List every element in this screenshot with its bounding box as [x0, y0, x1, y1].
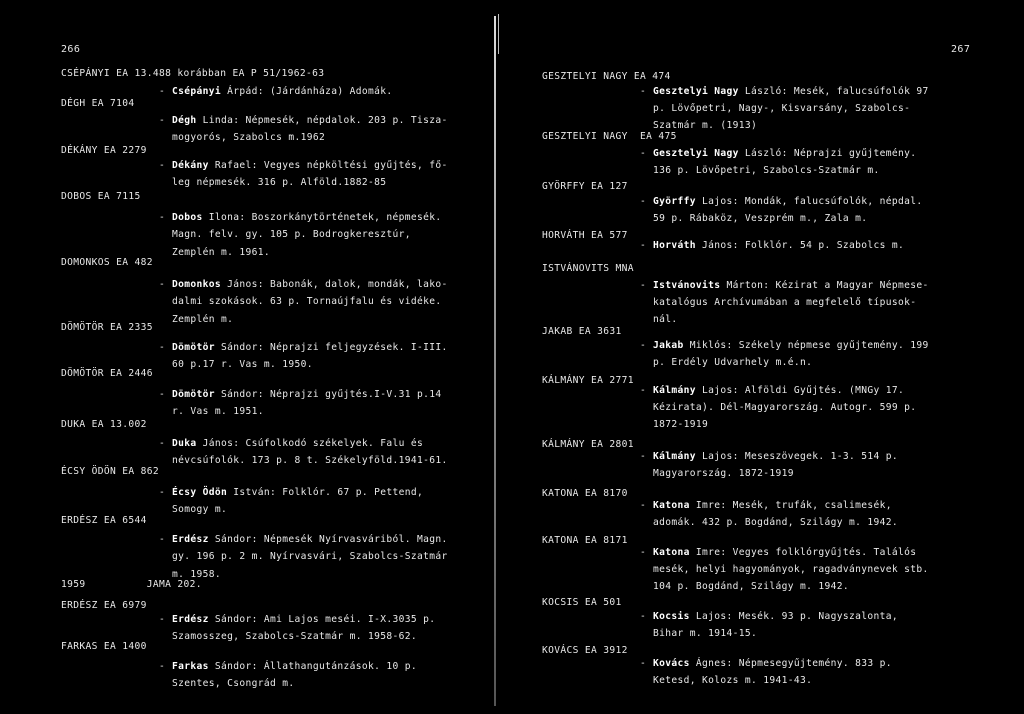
entry-author: Dömötör [172, 389, 215, 400]
entry-description-text: János: Csúfolkodó székelyek. Falu és [196, 438, 424, 449]
page-number-right: 267 [951, 44, 971, 55]
entry-dash: - [640, 280, 647, 291]
entry-author: Katona [653, 547, 690, 558]
entry-author: Kálmány [653, 451, 696, 462]
entry-description [172, 614, 435, 626]
book-gutter-edge [498, 14, 499, 54]
entry-description [653, 340, 929, 352]
entry-dash: - [640, 86, 647, 97]
entry-author: Gesztelyi Nagy [653, 148, 739, 159]
entry-author: Istvánovits [653, 280, 721, 291]
entry-heading: GESZTELYI NAGY EA 474 [542, 71, 671, 82]
entry-dash: - [640, 385, 647, 396]
entry-description-continued: nál. [653, 314, 678, 325]
entry-description-text: Lajos: Mondák, falucsúfolók, népdal. [695, 196, 923, 207]
entry-author: Gesztelyi Nagy [653, 86, 739, 97]
entry-description [172, 438, 423, 450]
entry-dash: - [640, 611, 647, 622]
entry-author: Kovács [653, 658, 690, 669]
entry-author: Dékány [172, 160, 209, 171]
entry-dash: - [159, 86, 166, 97]
entry-description-continued: Bihar m. 1914-15. [653, 628, 758, 639]
entry-description-text: Lajos: Meseszövegek. 1-3. 514 p. [695, 451, 899, 462]
entry-description-continued: mogyorós, Szabolcs m.1962 [172, 132, 326, 143]
entry-description-continued: gy. 196 p. 2 m. Nyírvasvári, Szabolcs-Szatmár [172, 551, 448, 562]
entry-description-continued: Szamosszeg, Szabolcs-Szatmár m. 1958-62. [172, 631, 418, 642]
entry-description-text: Sándor: Néprajzi feljegyzések. I-III. [214, 342, 448, 353]
entry-heading: DÉGH EA 7104 [61, 98, 135, 109]
entry-description [653, 611, 898, 623]
entry-dash: - [159, 661, 166, 672]
entry-description [653, 196, 923, 208]
entry-description-continued: Magn. felv. gy. 105 p. Bodrogkeresztúr, [172, 229, 411, 240]
entry-description-continued: Szentes, Csongrád m. [172, 678, 295, 689]
entry-dash: - [640, 148, 647, 159]
entry-description-text: Ilona: Boszorkánytörténetek, népmesék. [202, 212, 442, 223]
entry-heading: ERDÉSZ EA 6544 [61, 515, 147, 526]
entry-author: Erdész [172, 614, 209, 625]
entry-description-continued: Somogy m. [172, 504, 228, 515]
entry-description-text: Ágnes: Népmesegyűjtemény. 833 p. [689, 658, 892, 669]
entry-description-continued: p. Erdély Udvarhely m.é.n. [653, 357, 813, 368]
entry-description-continued: 136 p. Lövőpetri, Szabolcs-Szatmár m. [653, 165, 880, 176]
entry-heading: KÁLMÁNY EA 2771 [542, 375, 634, 386]
entry-description-continued: Kézirata). Dél-Magyarország. Autogr. 599 p. [653, 402, 917, 413]
entry-description-continued: 59 p. Rábaköz, Veszprém m., Zala m. [653, 213, 868, 224]
entry-description-text: Imre: Mesék, trufák, csalimesék, [689, 500, 892, 511]
entry-heading: DOMONKOS EA 482 [61, 257, 153, 268]
entry-author: Horváth [653, 240, 696, 251]
entry-author: Jakab [653, 340, 684, 351]
entry-description-continued: mesék, helyi hagyományok, ragadványnevek stb. [653, 564, 929, 575]
entry-description-text: Rafael: Vegyes népköltési gyűjtés, fő- [208, 160, 448, 171]
entry-heading: KOCSIS EA 501 [542, 597, 622, 608]
entry-author: Kálmány [653, 385, 696, 396]
entry-dash: - [159, 279, 166, 290]
entry-description-text: János: Folklór. 54 p. Szabolcs m. [695, 240, 905, 251]
entry-description [172, 534, 448, 546]
entry-description-text: Lajos: Alföldi Gyűjtés. (MNGy 17. [695, 385, 905, 396]
entry-description-continued: névcsúfolók. 173 p. 8 t. Székelyföld.1941-61. [172, 455, 448, 466]
entry-heading: GESZTELYI NAGY EA 475 [542, 131, 677, 142]
entry-description-continued: r. Vas m. 1951. [172, 406, 264, 417]
entry-description-continued: Ketesd, Kolozs m. 1941-43. [653, 675, 813, 686]
entry-description-text: János: Babonák, dalok, mondák, lako- [221, 279, 448, 290]
entry-dash: - [159, 389, 166, 400]
entry-heading: KÁLMÁNY EA 2801 [542, 439, 634, 450]
entry-description-continued: Szatmár m. (1913) [653, 120, 758, 131]
entry-dash: - [159, 115, 166, 126]
entry-dash: - [159, 160, 166, 171]
entry-author: Duka [172, 438, 197, 449]
entry-description-text: László: Néprajzi gyűjtemény. [738, 148, 917, 159]
entry-dash: - [640, 340, 647, 351]
entry-author: Écsy Ödön [172, 487, 228, 498]
entry-description [653, 86, 929, 98]
entry-dash: - [640, 547, 647, 558]
entry-description [172, 115, 448, 127]
entry-heading: FARKAS EA 1400 [61, 641, 147, 652]
entry-heading: ERDÉSZ EA 6979 [61, 600, 147, 611]
entry-description-continued: Zemplén m. 1961. [172, 247, 271, 258]
entry-dash: - [640, 196, 647, 207]
entry-description-continued: Magyarország. 1872-1919 [653, 468, 794, 479]
page-number-left: 266 [61, 44, 81, 55]
entry-dash: - [640, 451, 647, 462]
entry-heading: KATONA EA 8171 [542, 535, 628, 546]
entry-dash: - [159, 487, 166, 498]
entry-description-continued: adomák. 432 p. Bogdánd, Szilágy m. 1942. [653, 517, 899, 528]
entry-description [653, 385, 904, 397]
entry-description-text: Lajos: Mesék. 93 p. Nagyszalonta, [689, 611, 899, 622]
entry-dash: - [159, 438, 166, 449]
entry-description-text: István: Folklór. 67 p. Pettend, [227, 487, 424, 498]
entry-description-text: Sándor: Ami Lajos meséi. I-X.3035 p. [208, 614, 436, 625]
entry-description-continued: p. Lövőpetri, Nagy-, Kisvarsány, Szabolcs- [653, 103, 911, 114]
entry-description-continued: leg népmesék. 316 p. Alföld.1882-85 [172, 177, 387, 188]
entry-description-text: Árpád: (Járdánháza) Adomák. [221, 86, 393, 97]
entry-dash: - [159, 342, 166, 353]
entry-description-continued: 1872-1919 [653, 419, 709, 430]
entry-description-text: Imre: Vegyes folklórgyűjtés. Találós [689, 547, 917, 558]
entry-description-text: László: Mesék, falucsúfolók 97 [738, 86, 929, 97]
entry-description-text: Sándor: Állathangutánzások. 10 p. [208, 661, 418, 672]
book-gutter [494, 16, 496, 706]
entry-description [653, 451, 898, 463]
entry-description-continued: dalmi szokások. 63 p. Tornaújfalu és vidéke. [172, 296, 442, 307]
entry-heading: DÖMÖTÖR EA 2446 [61, 368, 153, 379]
entry-description [653, 500, 892, 512]
entry-author: Katona [653, 500, 690, 511]
entry-description [172, 212, 442, 224]
entry-dash: - [159, 212, 166, 223]
entry-description-continued: katalógus Archívumában a megfelelő típusok- [653, 297, 917, 308]
entry-description-text: Miklós: Székely népmese gyűjtemény. 199 [683, 340, 929, 351]
entry-description [172, 389, 442, 401]
entry-description [172, 86, 393, 98]
entry-heading: 1959 JAMA 202. [61, 579, 202, 590]
entry-description [653, 280, 929, 292]
entry-description-text: Márton: Kézirat a Magyar Népmese- [720, 280, 929, 291]
entry-heading: CSÉPÁNYI EA 13.488 korábban EA P 51/1962-63 [61, 68, 325, 79]
entry-heading: JAKAB EA 3631 [542, 326, 622, 337]
entry-heading: DÖMÖTÖR EA 2335 [61, 322, 153, 333]
entry-description [653, 658, 892, 670]
entry-dash: - [159, 534, 166, 545]
entry-author: Györffy [653, 196, 696, 207]
entry-author: Kocsis [653, 611, 690, 622]
entry-heading: HORVÁTH EA 577 [542, 230, 628, 241]
entry-description [653, 148, 916, 160]
entry-heading: ÉCSY ÖDÖN EA 862 [61, 466, 160, 477]
entry-heading: ISTVÁNOVITS MNA [542, 263, 634, 274]
entry-description [653, 547, 916, 559]
entry-description [653, 240, 904, 252]
entry-dash: - [159, 614, 166, 625]
entry-description-continued: 60 p.17 r. Vas m. 1950. [172, 359, 313, 370]
entry-heading: DOBOS EA 7115 [61, 191, 141, 202]
entry-dash: - [640, 240, 647, 251]
entry-description-continued: Zemplén m. [172, 314, 234, 325]
entry-author: Domonkos [172, 279, 222, 290]
entry-description [172, 661, 417, 673]
entry-author: Erdész [172, 534, 209, 545]
entry-heading: KATONA EA 8170 [542, 488, 628, 499]
entry-description [172, 342, 448, 354]
entry-description [172, 160, 448, 172]
entry-description-text: Linda: Népmesék, népdalok. 203 p. Tisza- [196, 115, 448, 126]
entry-description-continued: 104 p. Bogdánd, Szilágy m. 1942. [653, 581, 850, 592]
entry-description [172, 279, 448, 291]
entry-dash: - [640, 658, 647, 669]
entry-author: Csépányi [172, 86, 222, 97]
entry-author: Dömötör [172, 342, 215, 353]
entry-description [172, 487, 423, 499]
entry-description-text: Sándor: Néprajzi gyűjtés.I-V.31 p.14 [214, 389, 442, 400]
entry-description-continued: m. 1958. [172, 569, 222, 580]
entry-heading: GYÖRFFY EA 127 [542, 181, 628, 192]
entry-heading: KOVÁCS EA 3912 [542, 645, 628, 656]
entry-author: Farkas [172, 661, 209, 672]
entry-description-text: Sándor: Népmesék Nyírvasváriból. Magn. [208, 534, 448, 545]
entry-heading: DÉKÁNY EA 2279 [61, 145, 147, 156]
entry-author: Dégh [172, 115, 197, 126]
entry-dash: - [640, 500, 647, 511]
entry-author: Dobos [172, 212, 203, 223]
entry-heading: DUKA EA 13.002 [61, 419, 147, 430]
